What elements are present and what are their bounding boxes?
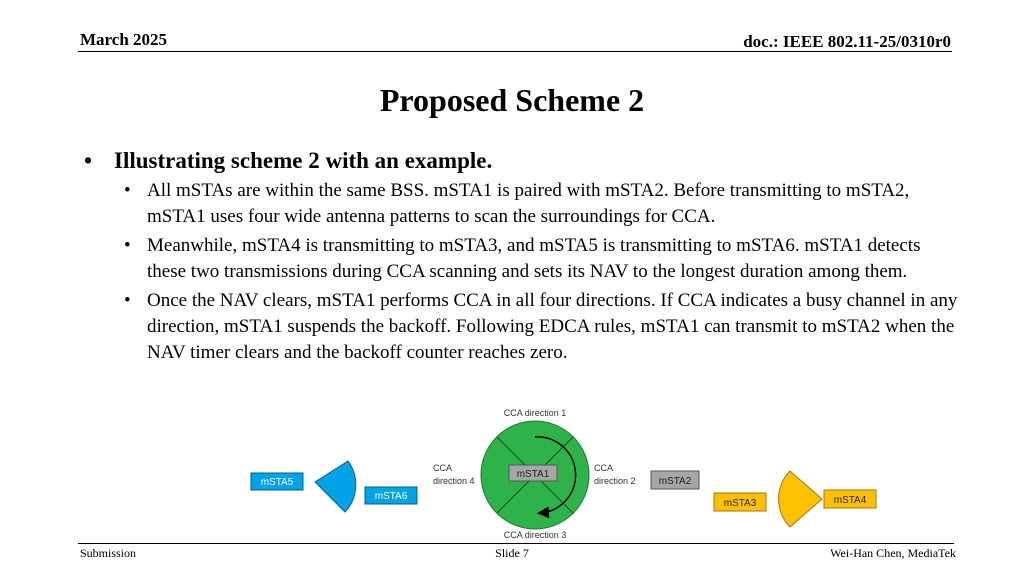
bullet-dot-icon: • [124, 290, 131, 311]
sub-bullet-text: Meanwhile, mSTA4 is transmitting to mSTA3, and mSTA5 is transmitting to mSTA6. mSTA1 detects these two transmissions during CCA scanning and sets its NAV to the longest duration among them. [147, 235, 921, 282]
main-bullet-text: Illustrating scheme 2 with an example. [114, 148, 493, 173]
msta4-beam [779, 471, 822, 527]
cca-direction-1-label: CCA direction 1 [503, 408, 567, 418]
sub-bullet [84, 233, 964, 285]
cca-direction-3-label: CCA direction 3 [503, 530, 567, 540]
msta2-label: mSTA2 [658, 476, 692, 487]
footer-author: Wei-Han Chen, MediaTek [830, 546, 956, 560]
msta3-label: mSTA3 [723, 498, 757, 509]
msta6-label: mSTA6 [374, 491, 408, 502]
cca-direction-4-label-a: CCA [433, 463, 453, 473]
cca-diagram [0, 400, 1024, 545]
bullet-dot-icon: • [124, 180, 131, 201]
footer-slide-number: Slide 7 [495, 546, 529, 560]
sub-bullet-text: All mSTAs are within the same BSS. mSTA1 is paired with mSTA2. Before transmitting to mSTA2, mSTA1 uses four wide antenna patterns to scan the surroundings for CCA. [147, 180, 910, 227]
bullet-dot-icon: • [84, 148, 93, 173]
header-doc-id: doc.: IEEE 802.11-25/0310r0 [743, 32, 951, 51]
main-bullet [84, 146, 964, 176]
msta5-label: mSTA5 [260, 477, 294, 488]
header-divider [78, 51, 952, 52]
sub-bullet [84, 178, 964, 230]
cca-direction-2-label-a: CCA [594, 463, 614, 473]
slide-title: Proposed Scheme 2 [379, 82, 645, 118]
sub-bullet-list [84, 178, 964, 366]
cca-direction-2-label-b: direction 2 [594, 476, 636, 486]
bullet-dot-icon: • [124, 235, 131, 256]
msta4-label: mSTA4 [833, 495, 867, 506]
msta5-beam [315, 461, 356, 512]
bullet-list [84, 146, 964, 369]
cca-direction-4-label-b: direction 4 [433, 476, 475, 486]
msta1-label: mSTA1 [516, 469, 550, 480]
footer-submission: Submission [80, 546, 137, 560]
footer-divider [78, 543, 954, 544]
sub-bullet [84, 288, 964, 366]
header-date: March 2025 [80, 30, 168, 49]
sub-bullet-text: Once the NAV clears, mSTA1 performs CCA in all four directions. If CCA indicates a busy channel in any direction, mSTA1 suspends the backoff. Following EDCA rules, mSTA1 can transmit to mSTA2 when the NAV timer clears and the backoff counter reaches zero. [147, 290, 958, 363]
